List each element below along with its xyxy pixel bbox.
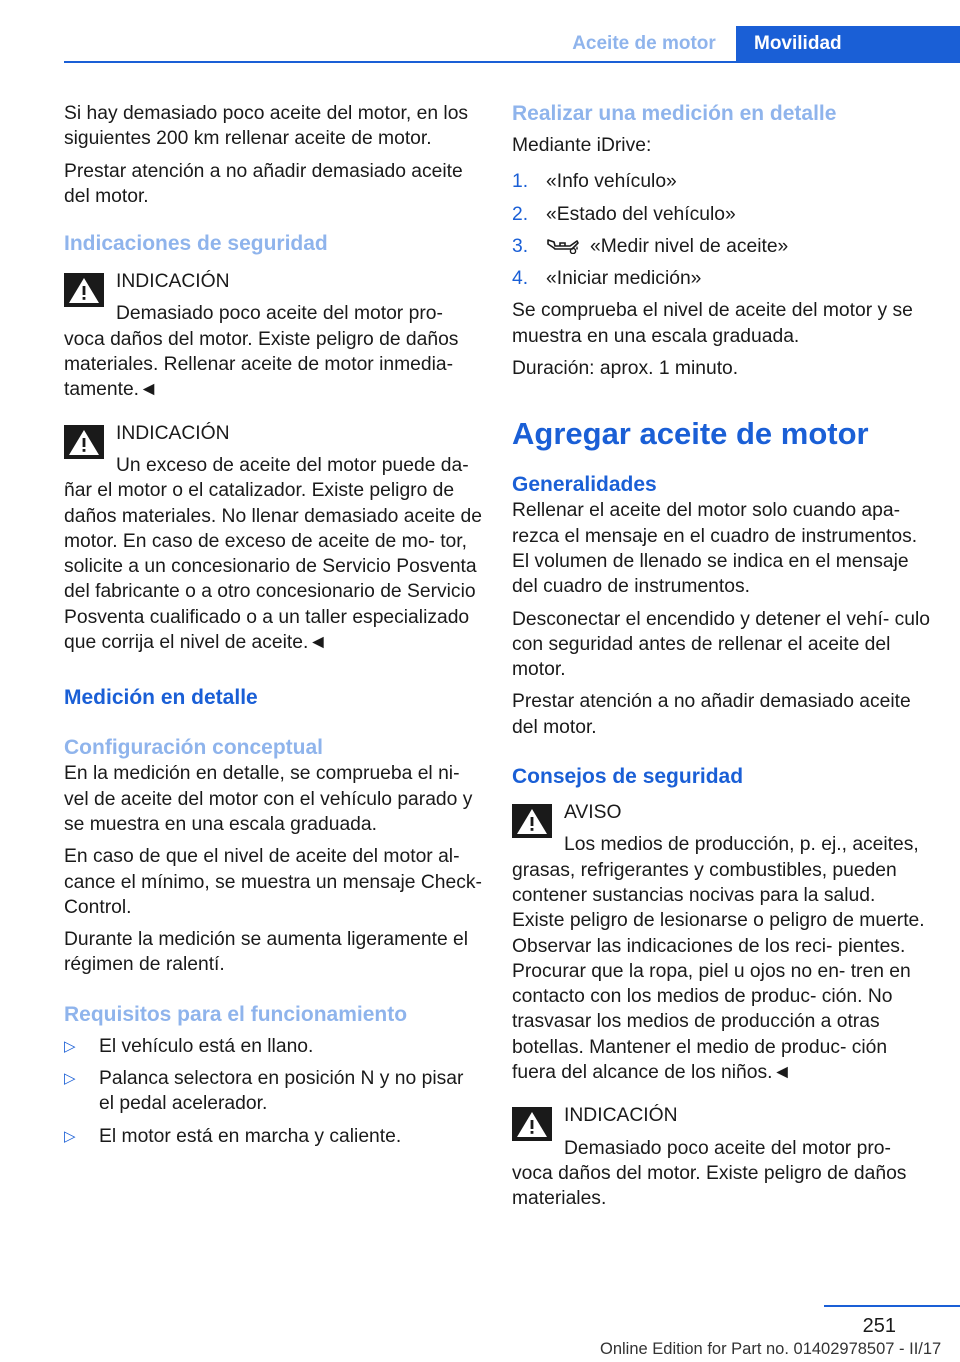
warning-text: voca daños del motor. Existe peligro de daños materiales. (512, 1162, 907, 1210)
add-oil-heading: Agregar aceite de motor (512, 416, 869, 452)
warning-triangle-icon (64, 273, 104, 307)
requirements-heading: Requisitos para el funcionamiento (64, 1002, 408, 1026)
triangle-bullet-icon: ▷ (64, 1070, 76, 1088)
header-chapter-title: Aceite de motor (572, 33, 716, 54)
detail-measurement-heading: Medición en detalle (64, 686, 258, 710)
warning-block-1 (64, 269, 482, 402)
list-item: 2. «Estado del vehículo» (512, 203, 736, 225)
list-item: 3. «Medir nivel de aceite» (512, 235, 789, 257)
general-paragraph-2: Desconectar el encendido y detener el vehí‐ culo con seguridad antes de rellenar el aceite del motor. (512, 608, 931, 681)
general-heading: Generalidades (512, 473, 657, 497)
edition-footer: Online Edition for Part no. 01402978507 - II/17 (600, 1340, 942, 1358)
safety-heading: Indicaciones de seguridad (64, 232, 328, 256)
safety-tips-heading: Consejos de seguridad (512, 765, 744, 789)
oil-can-icon (546, 236, 580, 254)
warning-block-3 (512, 800, 932, 1085)
warning-block-2 (64, 421, 482, 656)
warning-triangle-icon (512, 1107, 552, 1141)
concept-heading: Configuración conceptual (64, 736, 324, 760)
left-column (64, 101, 482, 1149)
warning-text: ñar el motor o el catalizador. Existe peligro de daños materiales. No llenar demasiado aceite de motor. En caso de exceso de aceite de mo‐ tor, solicite a un concesionario de Servicio Posventa del fabricante o a otro concesionario de Servicio Posventa cualificado o a un taller especializado que corrija el nivel de aceite.◄ (64, 480, 483, 654)
idrive-intro: Mediante iDrive: (512, 135, 652, 156)
intro-paragraph-2: Prestar atención a no añadir demasiado aceite del motor. (64, 160, 463, 207)
intro-paragraph-1: Si hay demasiado poco aceite del motor, en los siguientes 200 km rellenar aceite de motor. (64, 103, 469, 150)
triangle-bullet-icon: ▷ (64, 1037, 76, 1055)
warning-triangle-icon (512, 804, 552, 838)
warning-label: AVISO (564, 802, 622, 824)
list-item: ▷ Palanca selectora en posición N y no pisar el pedal acelerador. (64, 1068, 464, 1115)
list-item: 4. «Iniciar medición» (512, 268, 702, 290)
concept-paragraph-3: Durante la medición se aumenta ligeramente el régimen de ralentí. (64, 929, 469, 976)
header-section-tab: Movilidad (736, 26, 960, 62)
requirements-list (64, 1034, 482, 1149)
warning-first-line: Un exceso de aceite del motor puede da‐ (116, 454, 469, 476)
general-paragraph-3: Prestar atención a no añadir demasiado aceite del motor. (512, 691, 911, 738)
right-column (512, 101, 932, 1212)
warning-first-line: Demasiado poco aceite del motor pro‐ (564, 1137, 891, 1159)
check-paragraph: Se comprueba el nivel de aceite del motor y se muestra en una escala graduada. (512, 300, 913, 347)
warning-label: INDICACIÓN (564, 1105, 678, 1127)
steps-list (512, 169, 932, 291)
list-item: 1. «Info vehículo» (512, 171, 677, 193)
list-item: ▷ El motor está en marcha y caliente. (64, 1124, 482, 1149)
general-paragraph-1: Rellenar el aceite del motor solo cuando apa‐ rezca el mensaje en el cuadro de instrumentos. El volumen de llenado se indica en el mensaje del cuadro de instrumentos. (512, 500, 918, 598)
warning-text: voca daños del motor. Existe peligro de daños materiales. Rellenar aceite de motor inmedia‐ tamente.◄ (64, 328, 459, 401)
concept-paragraph-1: En la medición en detalle, se comprueba el ni‐ vel de aceite del motor con el vehículo parado y se muestra en una escala graduada. (64, 763, 473, 835)
warning-label: INDICACIÓN (116, 271, 230, 293)
warning-label: INDICACIÓN (116, 422, 230, 444)
concept-paragraph-2: En caso de que el nivel de aceite del motor al‐ cance el mínimo, se muestra un mensaje Check-Control. (64, 846, 482, 918)
warning-block-4 (512, 1103, 932, 1211)
list-item: ▷ El vehículo está en llano. (64, 1034, 482, 1059)
measure-heading: Realizar una medición en detalle (512, 102, 837, 125)
duration-paragraph: Duración: aprox. 1 minuto. (512, 358, 739, 380)
triangle-bullet-icon: ▷ (64, 1127, 76, 1145)
footer-rule (824, 1305, 960, 1307)
warning-first-line: Los medios de producción, p. ej., aceites, (564, 834, 919, 856)
header-rule (64, 61, 960, 63)
warning-text: grasas, refrigerantes y combustibles, pueden contener sustancias nocivas para la salud. Existe peligro de lesionarse o peligro de muerte. Observar las indicaciones de los reci‐ pientes. Procurar que la ropa, piel u ojos no en‐ tren en contacto con los medios de produc‐ ción. No trasvasar los medios de producción a otras botellas. Mantener el medio de produc‐ ción fuera del alcance de los niños.◄ (512, 859, 925, 1084)
warning-triangle-icon (64, 425, 104, 459)
warning-first-line: Demasiado poco aceite del motor pro‐ (116, 303, 443, 325)
page-number: 251 (862, 1315, 896, 1337)
